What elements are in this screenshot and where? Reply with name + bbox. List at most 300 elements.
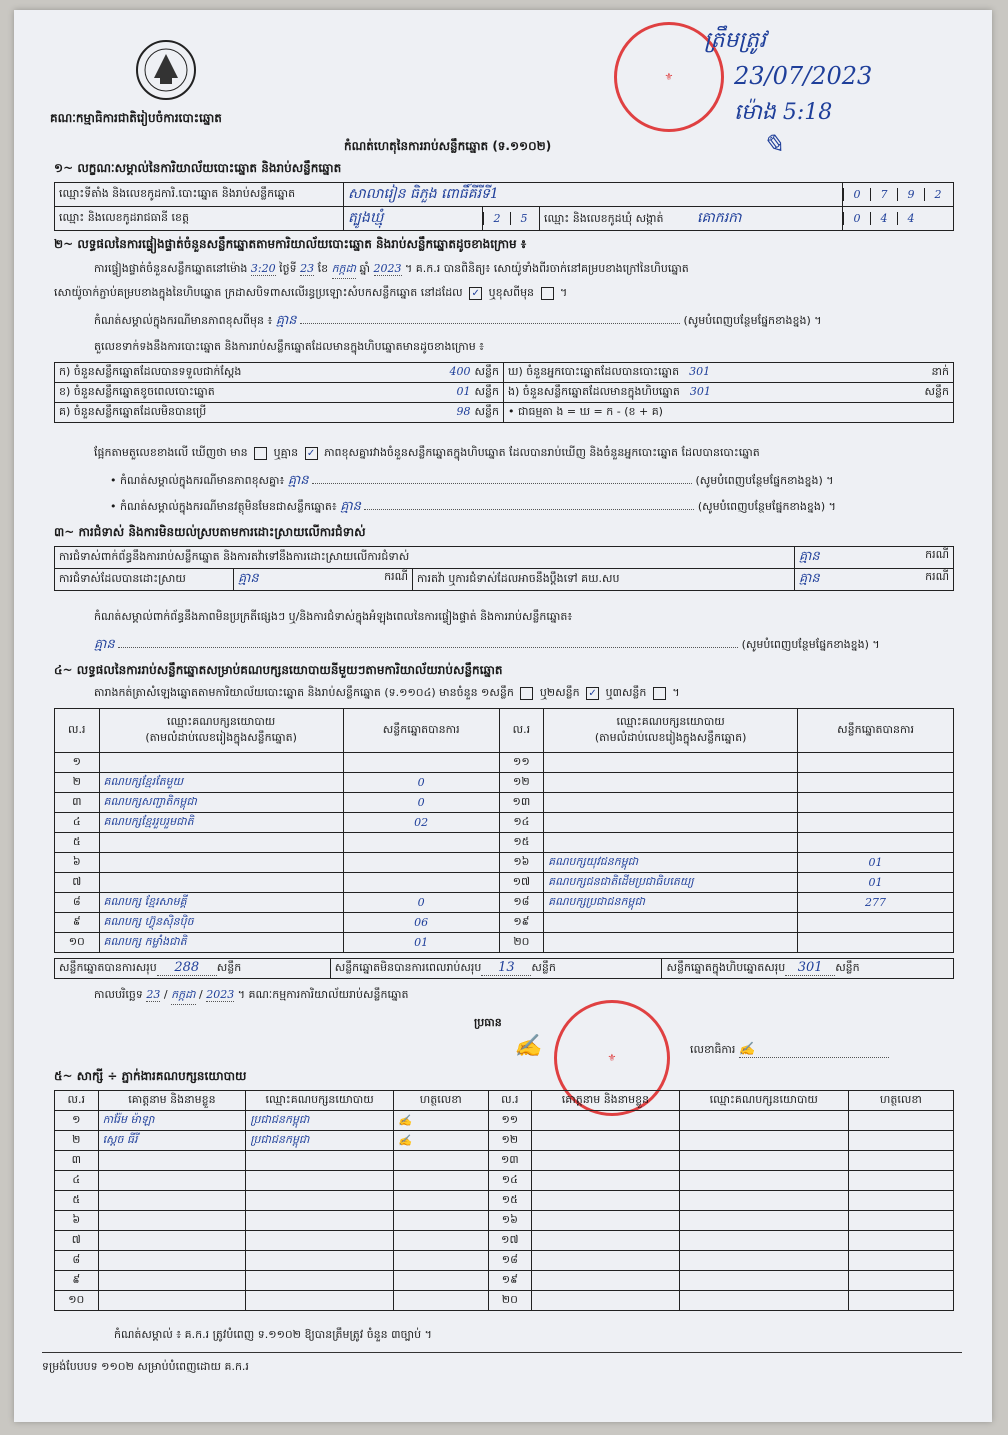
committee-sign-line: ។ គណៈកម្មការការិយាល័យរាប់សន្លឹកឆ្នោត (237, 988, 409, 1001)
date-label: កាលបរិច្ឆេទ (94, 988, 143, 1001)
commune-label: ឈ្មោះ និងលេខកូដឃុំ សង្កាត់ (544, 212, 664, 225)
fill-hint: (សូមបំពេញបន្ថែមផ្នែកខាងខ្នង) ។ (741, 638, 880, 651)
result-party (544, 833, 798, 853)
result-no: ១៦ (499, 853, 544, 873)
total-box-value: 301 (785, 960, 835, 976)
result-party (544, 813, 798, 833)
result-row (55, 753, 954, 773)
irregularity-note: កំណត់សម្គាល់ពាក់ព័ន្ធនឹងភាពមិនប្រក្រតីផ្សេងៗ ឬ/និងការជំទាស់ក្នុងអំឡុងពេលនៃការផ្ទៀងផ្ទាត់ និងការរាប់សន្លឹកឆ្នោត៖ (94, 610, 573, 623)
count-left-unit: សន្លឹក (474, 404, 499, 418)
col-no: ល.រ (499, 709, 544, 753)
result-no: ១១ (499, 753, 544, 773)
check-text-2: ឬគ្មាន (273, 446, 299, 459)
witness-no: ១៣ (488, 1151, 532, 1171)
witness-signature (393, 1171, 488, 1191)
has-difference-checkbox[interactable] (254, 447, 267, 460)
witness-row (55, 1151, 954, 1171)
count-left-unit: សន្លឹក (474, 364, 499, 378)
witness-party (679, 1171, 848, 1191)
result-row (55, 893, 954, 913)
table-intro: តួលេខទាក់ទងនឹងការបោះឆ្នោត និងការរាប់សន្លឹកឆ្នោតដែលមានក្នុងហិបឆ្នោតមានដូចខាងក្រោម ៖ (94, 340, 485, 353)
handwritten-approval: ត្រឹមត្រូវ (704, 28, 766, 53)
witness-party (679, 1151, 848, 1171)
witness-party (246, 1151, 394, 1171)
count-right-cell (504, 363, 954, 383)
col-party: ឈ្មោះគណបក្សនយោបាយ (679, 1091, 848, 1111)
witness-party (679, 1251, 848, 1271)
result-votes: 01 (343, 933, 499, 953)
result-party: គណបក្សខ្មែររួបរួមជាតិ (99, 813, 343, 833)
count-right-cell (504, 403, 954, 423)
witness-signature (393, 1291, 488, 1311)
witness-party (246, 1251, 394, 1271)
code-digit: 0 (843, 212, 870, 225)
result-row (55, 833, 954, 853)
fill-hint: (សូមបំពេញបន្ថែមផ្នែកខាងខ្នង) ។ (695, 474, 834, 487)
committee-name: គណៈកម្មាធិការជាតិរៀបចំការបោះឆ្នោត (50, 111, 222, 125)
witness-party (679, 1211, 848, 1231)
witness-party (246, 1171, 394, 1191)
witness-party (679, 1231, 848, 1251)
result-no: ១៧ (499, 873, 544, 893)
result-no: ២ (55, 773, 100, 793)
witness-signature (848, 1231, 953, 1251)
col-votes: សន្លឹកឆ្នោតបានការ (343, 709, 499, 753)
verification-time: 3:20 (250, 262, 276, 275)
count-left-label: ខ) ចំនួនសន្លឹកឆ្នោតខូចពេលបោះឆ្នោត (59, 384, 215, 398)
result-no: ១៣ (499, 793, 544, 813)
appeal-value: គ្មាន (799, 571, 820, 586)
seal-text: សោយ៉ូចាក់ភ្ជាប់គម្របខាងក្នុងនៃហិបឆ្នោត ក្រដាសបិទពាសលើរន្ធប្រឡោះសំបកសន្លឹកឆ្នោត នៅដដែល (54, 286, 463, 299)
result-votes (343, 853, 499, 873)
unit: សន្លឹក (216, 961, 242, 974)
witness-no: ១១ (488, 1111, 532, 1131)
result-no: ១៤ (499, 813, 544, 833)
appeal-label: ការតវ៉ា ឬការជំទាស់ដែលអាចនឹងប្តឹងទៅ គឃ.សប (413, 569, 795, 591)
section1-title: ១~ លក្ខណៈសម្គាល់នៃការិយាល័យបោះឆ្នោត និងរាប់សន្លឹកឆ្នោត (54, 161, 342, 175)
secretary-line (690, 1042, 889, 1059)
count-left-label: ក) ចំនួនសន្លឹកឆ្នោតដែលបានទទួលជាក់ស្តែង (59, 364, 242, 378)
witness-party (679, 1291, 848, 1311)
case-unit: ករណី (925, 570, 949, 583)
check-text-3: ភាពខុសគ្នារវាងចំនួនសន្លឹកឆ្នោតក្នុងហិបឆ្នោត ដែលបានរាប់ឃើញ និងចំនួនអ្នកបោះឆ្នោត ដែលបានបោះឆ្នោត (324, 446, 760, 459)
date-day: 23 (146, 988, 161, 1001)
count-left-value: 01 (456, 384, 471, 398)
count-right-label: ង) ចំនួនសន្លឹកឆ្នោតដែលមានក្នុងហិបឆ្នោត (508, 384, 680, 398)
result-party: គណបក្ស ខ្មែរសាមគ្គី (99, 893, 343, 913)
witness-name (532, 1151, 680, 1171)
result-votes: 277 (798, 893, 954, 913)
result-votes (798, 813, 954, 833)
count-left-label: គ) ចំនួនសន្លឹកឆ្នោតដែលមិនបានប្រើ (59, 404, 207, 418)
witness-name (532, 1291, 680, 1311)
result-row (55, 793, 954, 813)
count-left-cell (55, 383, 504, 403)
code-digit: 0 (843, 188, 870, 201)
col-no: ល.រ (55, 1091, 99, 1111)
count-row (55, 403, 954, 423)
form-sheet (14, 10, 992, 1422)
section4-title: ៤~ លទ្ធផលនៃការរាប់សន្លឹកឆ្នោតសម្រាប់គណបក្សនយោបាយនីមួយៗតាមការិយាល័យរាប់សន្លឹកឆ្នោត (54, 663, 503, 677)
witness-signature (393, 1251, 488, 1271)
result-party (544, 933, 798, 953)
result-votes (343, 833, 499, 853)
footer-divider (42, 1352, 962, 1353)
three-sheet-label: ឬ៣សន្លឹក (605, 686, 647, 699)
col-sign: ហត្ថលេខា (393, 1091, 488, 1111)
result-party: គណបក្សយុវជនកម្ពុជា (544, 853, 798, 873)
witness-party (246, 1231, 394, 1251)
witness-name: ស្តេច ធីរី (98, 1131, 246, 1151)
total-valid-label: សន្លឹកឆ្នោតបានការសរុប (59, 961, 157, 974)
result-party: គណបក្សប្រជាជនកម្ពុជា (544, 893, 798, 913)
chair-signature: ✍ (514, 1034, 542, 1059)
result-row (55, 933, 954, 953)
witness-name (532, 1111, 680, 1131)
unit: សន្លឹក (531, 961, 556, 974)
result-party: គណបក្សសញ្ជាតិកម្ពុជា (99, 793, 343, 813)
witness-no: ១២ (488, 1131, 532, 1151)
handwritten-date: 23/07/2023 (734, 62, 873, 90)
total-box-cell (662, 959, 954, 979)
result-no: ៩ (55, 913, 100, 933)
fill-hint: (សូមបំពេញបន្ថែមផ្នែកខាងខ្នង) ។ (683, 314, 822, 327)
code-digit: 2 (483, 212, 510, 225)
polling-station-value: សាលារៀន ធិភួង ពោធិ៍គីរីទី1 (344, 183, 843, 207)
result-no: ១ (55, 753, 100, 773)
form-title: កំណត់ហេតុនៃការរាប់សន្លឹកឆ្នោត (ទ.១១០២) (344, 139, 552, 153)
total-box-label: សន្លឹកឆ្នោតក្នុងហិបឆ្នោតសរុប (666, 961, 786, 974)
witness-name (98, 1171, 246, 1191)
witness-signature: ✍ (393, 1131, 488, 1151)
irregularity-note-line (54, 636, 964, 655)
section2-title: ២~ លទ្ធផលនៃការផ្ទៀងផ្ទាត់ចំនួនសន្លឹកឆ្នោតតាមការិយាល័យបោះឆ្នោត និងរាប់សន្លឹកឆ្នោតដូចខាងក្រោម ៖ (54, 237, 527, 251)
witness-no: ៧ (55, 1231, 99, 1251)
witness-signature (848, 1291, 953, 1311)
irregularity-value: គ្មាន (94, 637, 115, 652)
witness-no: ១៦ (488, 1211, 532, 1231)
commune-code (843, 207, 954, 231)
witness-no: ១ (55, 1111, 99, 1131)
witness-row (55, 1111, 954, 1131)
count-row (55, 383, 954, 403)
witness-no: ៤ (55, 1171, 99, 1191)
col-party: ឈ្មោះគណបក្សនយោបាយ (246, 1091, 394, 1111)
difference-note-value: គ្មាន (275, 313, 297, 328)
verification-text: ការផ្ទៀងផ្ទាត់ចំនួនសន្លឹកឆ្នោតនៅម៉ោង (94, 262, 248, 275)
count-right-unit: នាក់ (931, 364, 949, 378)
witness-signature (848, 1271, 953, 1291)
result-no: ៦ (55, 853, 100, 873)
objection-table (54, 546, 954, 591)
result-votes: 0 (343, 793, 499, 813)
result-party: គណបក្ស ហ៊្វុនស៊ិនប៉ិច (99, 913, 343, 933)
witness-name (532, 1191, 680, 1211)
unchanged-checkbox[interactable]: ✓ (469, 287, 482, 300)
witness-party: ប្រជាជនកម្ពុជា (246, 1111, 394, 1131)
witness-party (679, 1131, 848, 1151)
case-unit: ករណី (925, 548, 949, 561)
witness-no: ១៩ (488, 1271, 532, 1291)
three-sheet-checkbox[interactable] (653, 687, 666, 700)
witness-signature (848, 1111, 953, 1131)
province-code (483, 207, 540, 231)
witness-name (98, 1231, 246, 1251)
col-no: ល.រ (488, 1091, 532, 1111)
resolved-label: ការជំទាស់ដែលបានដោះស្រាយ (55, 569, 234, 591)
witness-name (532, 1271, 680, 1291)
result-votes: 06 (343, 913, 499, 933)
witness-no: ៥ (55, 1191, 99, 1211)
code-digit: 5 (510, 212, 537, 225)
polling-station-code (843, 183, 954, 207)
nec-logo (134, 38, 198, 102)
result-no: ១២ (499, 773, 544, 793)
result-no: ១៥ (499, 833, 544, 853)
witness-party (246, 1191, 394, 1211)
commune-value: គោករកា (697, 210, 742, 226)
result-votes (798, 773, 954, 793)
code-digit: 9 (897, 188, 924, 201)
witness-row (55, 1191, 954, 1211)
result-party (544, 753, 798, 773)
result-row (55, 773, 954, 793)
witness-row (55, 1231, 954, 1251)
count-right-cell (504, 383, 954, 403)
witness-name (98, 1211, 246, 1231)
objection-value: គ្មាន (799, 549, 820, 564)
result-no: ២០ (499, 933, 544, 953)
difference-note-label: កំណត់សម្គាល់ក្នុងករណីមានភាពខុសពីមុន ៖ (94, 314, 273, 327)
result-no: ៣ (55, 793, 100, 813)
secretary-label: លេខាធិការ (690, 1043, 736, 1056)
polling-station-label: ឈ្មោះទីតាំង និងលេខកូដការិ.បោះឆ្នោត និងរាប់សន្លឹកឆ្នោត (55, 183, 344, 207)
fill-hint: (សូមបំពេញបន្ថែមផ្នែកខាងខ្នង) ។ (697, 500, 836, 513)
witness-row (55, 1271, 954, 1291)
witness-signature (848, 1131, 953, 1151)
result-row (55, 853, 954, 873)
witness-name (98, 1251, 246, 1271)
bullet1-label: • កំណត់សម្គាល់ក្នុងករណីមានភាពខុសគ្នា៖ (110, 474, 285, 487)
appeal-cell (795, 569, 954, 591)
objection-cell (795, 547, 954, 569)
commune-cell (540, 207, 843, 231)
result-votes: 02 (343, 813, 499, 833)
result-no: ៤ (55, 813, 100, 833)
changed-label: ឬខុសពីមុន (488, 286, 535, 299)
witness-no: ៦ (55, 1211, 99, 1231)
verification-year: 2023 (373, 262, 402, 275)
witness-signature (393, 1231, 488, 1251)
resolved-cell (234, 569, 413, 591)
witness-signature (393, 1151, 488, 1171)
verification-day: 23 (300, 262, 315, 275)
handwritten-signature-top: ✎ (762, 130, 784, 160)
count-table (54, 362, 954, 423)
witness-row (55, 1171, 954, 1191)
count-left-value: 400 (449, 364, 471, 378)
witness-signature (848, 1151, 953, 1171)
result-party (544, 773, 798, 793)
province-label: ឈ្មោះ និងលេខកូដរាជធានី ខេត្ត (55, 207, 344, 231)
witness-party: ប្រជាជនកម្ពុជា (246, 1131, 394, 1151)
col-sign: ហត្ថលេខា (848, 1091, 953, 1111)
witness-no: ១៥ (488, 1191, 532, 1211)
date-month: កក្កដា (171, 988, 195, 1005)
result-party: គណបក្ស កម្លាំងជាតិ (99, 933, 343, 953)
col-party (544, 709, 798, 753)
witness-no: ១០ (55, 1291, 99, 1311)
total-valid-value: 288 (157, 960, 217, 976)
count-row (55, 363, 954, 383)
witness-party (246, 1211, 394, 1231)
count-right-unit: សន្លឹក (924, 384, 949, 398)
result-votes (798, 753, 954, 773)
col-name: គោត្តនាម និងនាមខ្លួន (98, 1091, 246, 1111)
count-right-label: ឃ) ចំនួនអ្នកបោះឆ្នោតដែលបានបោះឆ្នោត (508, 364, 680, 378)
col-party-sub: (តាមលំដាប់លេខរៀងក្នុងសន្លឹកឆ្នោត) (594, 730, 747, 744)
witness-no: ៨ (55, 1251, 99, 1271)
no-difference-checkbox[interactable]: ✓ (305, 447, 318, 460)
objection-label: ការជំទាស់ពាក់ព័ន្ធនឹងការរាប់សន្លឹកឆ្នោត និងការតវ៉ាទៅនឹងការដោះស្រាយលើការជំទាស់ (55, 547, 795, 569)
month-label: ខែ (317, 262, 329, 275)
witness-party (679, 1111, 848, 1131)
result-votes (798, 793, 954, 813)
chair-label: ប្រធាន (474, 1016, 502, 1029)
result-votes (798, 913, 954, 933)
witness-name (98, 1291, 246, 1311)
result-party (544, 913, 798, 933)
code-digit: 7 (870, 188, 897, 201)
count-left-cell (55, 363, 504, 383)
witness-name (98, 1151, 246, 1171)
witness-signature (393, 1191, 488, 1211)
count-right-value: 301 (689, 384, 711, 398)
bullet2-label: • កំណត់សម្គាល់ក្នុងករណីមានវត្ថុមិនមែនជាសន្លឹកឆ្នោត៖ (110, 500, 337, 513)
result-no: ១៩ (499, 913, 544, 933)
verification-rest: ។ គ.ក.រ បានពិនិត្យ៖ សោយ៉ូទាំងពីរចាក់នៅគម្របខាងក្រៅនៃហិបឆ្នោត (405, 262, 689, 275)
resolved-value: គ្មាន (238, 571, 259, 586)
one-sheet-checkbox[interactable] (520, 687, 533, 700)
witness-name (532, 1251, 680, 1271)
col-name: គោត្តនាម និងនាមខ្លួន (532, 1091, 680, 1111)
result-votes (343, 873, 499, 893)
code-digit: 2 (924, 188, 951, 201)
witness-row (55, 1131, 954, 1151)
check-text: ផ្អែកតាមតួលេខខាងលើ ឃើញថា មាន (94, 446, 248, 459)
witness-note: កំណត់សម្គាល់ ៖ គ.ក.រ ត្រូវបំពេញ ទ.១១០២ ឱ្យបានត្រឹមត្រូវ ចំនួន ៣ច្បាប់ ។ (114, 1328, 432, 1341)
two-sheet-label: ឬ២សន្លឹក (539, 686, 580, 699)
result-no: ១៨ (499, 893, 544, 913)
col-no: ល.រ (55, 709, 100, 753)
witness-no: ១៤ (488, 1171, 532, 1191)
verification-line-2: សោយ៉ូចាក់ភ្ជាប់គម្របខាងក្នុងនៃហិបឆ្នោត ក្រដាសបិទពាសលើរន្ធប្រឡោះសំបកសន្លឹកឆ្នោត នៅដដែល ✓ ឬខុសពីមុន ។ (54, 286, 568, 299)
witness-name (98, 1191, 246, 1211)
date-year: 2023 (206, 988, 235, 1001)
result-row (55, 873, 954, 893)
bullet2-value: គ្មាន (340, 499, 361, 514)
handwritten-time: ម៉ោង 5:18 (734, 100, 833, 125)
result-row (55, 813, 954, 833)
witness-signature (848, 1171, 953, 1191)
case-unit: ករណី (384, 570, 408, 583)
count-right-label: • ជាធម្មតា ង = ឃ = ក - (ខ + គ) (508, 404, 663, 418)
witness-no: ១៨ (488, 1251, 532, 1271)
result-votes: 0 (343, 893, 499, 913)
witness-name (532, 1211, 680, 1231)
witness-party (246, 1291, 394, 1311)
witness-row (55, 1251, 954, 1271)
code-digit: 4 (897, 212, 924, 225)
footer-text: ទម្រង់បែបបទ ១១០២ សម្រាប់បំពេញដោយ គ.ក.រ (42, 1360, 249, 1373)
col-party-title: ឈ្មោះគណបក្សនយោបាយ (167, 714, 276, 728)
result-votes (798, 933, 954, 953)
bullet1-value: គ្មាន (287, 473, 309, 488)
witness-no: ៩ (55, 1271, 99, 1291)
witness-party (246, 1271, 394, 1291)
col-party-sub: (តាមលំដាប់លេខរៀងក្នុងសន្លឹកឆ្នោត) (145, 730, 297, 744)
tally-intro: តារាងកត់ត្រាសំឡេងឆ្នោតតាមការិយាល័យបោះឆ្នោត និងរាប់សន្លឹកឆ្នោត (ទ.១១០៤) មានចំនួន ១សន្លឹក (94, 686, 514, 699)
witness-name (98, 1271, 246, 1291)
witness-row (55, 1211, 954, 1231)
difference-check-line (94, 446, 760, 462)
witness-party (679, 1191, 848, 1211)
witness-signature (393, 1271, 488, 1291)
bullet-foreign-object (110, 498, 970, 517)
verification-line-1 (94, 262, 974, 279)
total-invalid-label: សន្លឹកឆ្នោតមិនបានការពេលរាប់សរុប (334, 961, 482, 974)
result-party: គណបក្សជនជាតិដើមប្រជាធិបតេយ្យ (544, 873, 798, 893)
total-invalid-cell (330, 959, 662, 979)
section1-table (54, 182, 954, 231)
results-table (54, 708, 954, 953)
witness-signature (393, 1211, 488, 1231)
total-valid-cell (55, 959, 331, 979)
count-left-value: 98 (456, 404, 471, 418)
changed-checkbox[interactable] (541, 287, 554, 300)
result-no: ១០ (55, 933, 100, 953)
result-party (99, 833, 343, 853)
result-votes: 01 (798, 873, 954, 893)
unit: សន្លឹក (835, 961, 860, 974)
col-party-title: ឈ្មោះគណបក្សនយោបាយ (616, 714, 725, 728)
count-left-unit: សន្លឹក (474, 384, 499, 398)
witness-no: ៣ (55, 1151, 99, 1171)
witness-signature (848, 1251, 953, 1271)
witness-party (679, 1271, 848, 1291)
result-party (99, 873, 343, 893)
witness-name (532, 1131, 680, 1151)
result-no: ៧ (55, 873, 100, 893)
witness-name: ការ៉ែម ម៉ាឡា (98, 1111, 246, 1131)
day-label: ថ្ងៃទី (279, 262, 297, 275)
witness-row (55, 1291, 954, 1311)
code-digit: 4 (870, 212, 897, 225)
witness-signature (848, 1191, 953, 1211)
result-party (99, 753, 343, 773)
witness-signature (848, 1211, 953, 1231)
two-sheet-checkbox[interactable]: ✓ (586, 687, 599, 700)
result-party: គណបក្សខ្មែរតែមួយ (99, 773, 343, 793)
secretary-signature: ✍ (739, 1042, 889, 1058)
witness-signature: ✍ (393, 1111, 488, 1131)
witness-no: ១៧ (488, 1231, 532, 1251)
result-no: ៨ (55, 893, 100, 913)
result-votes: 01 (798, 853, 954, 873)
year-label: ឆ្នាំ (359, 262, 370, 275)
count-left-cell (55, 403, 504, 423)
result-party (544, 793, 798, 813)
